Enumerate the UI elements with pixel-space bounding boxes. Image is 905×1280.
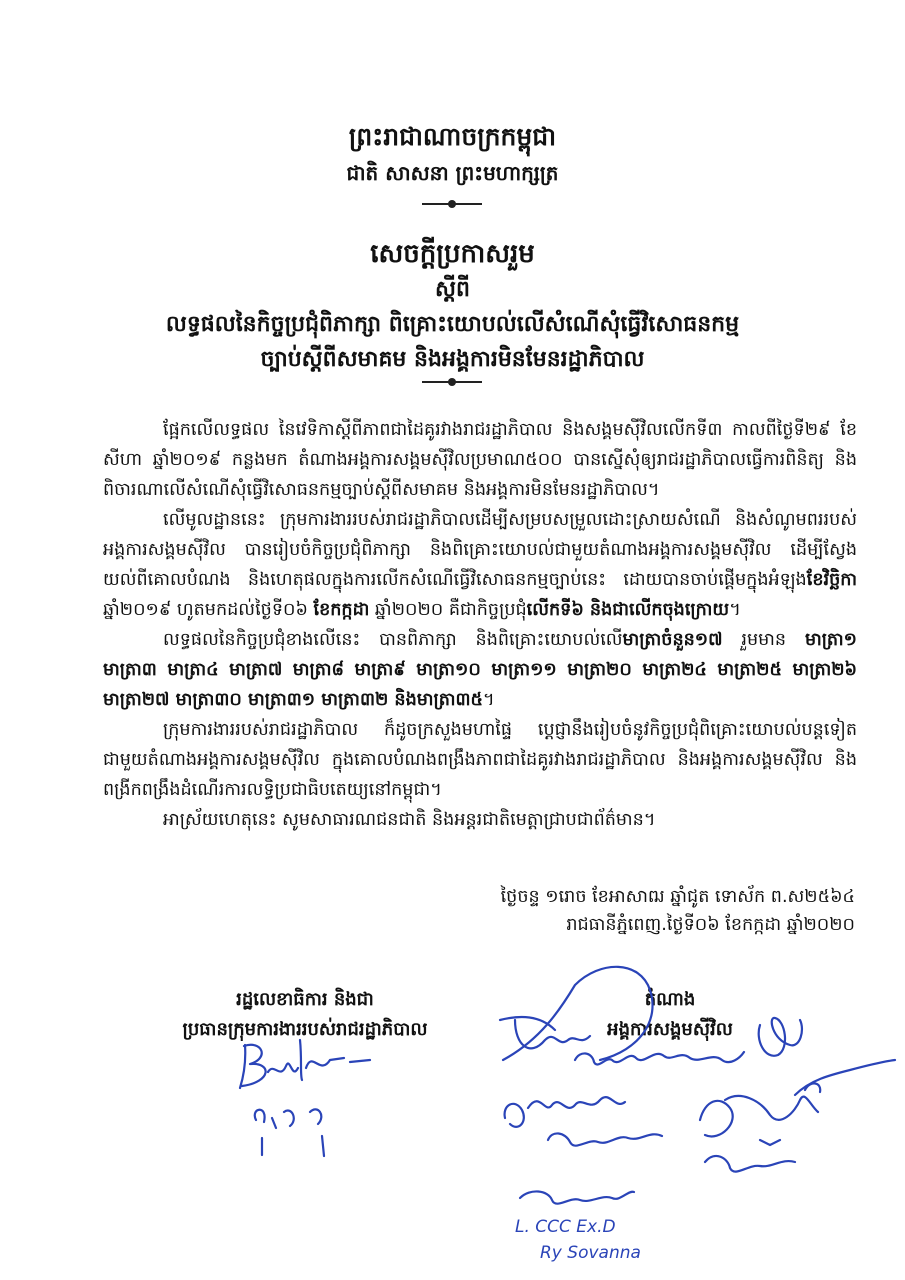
subject-line-2: ច្បាប់ស្ដីពីសមាគម និងអង្គការមិនមែនរដ្ឋាភិបាល: [260, 347, 645, 372]
cso-signature-6: [548, 1133, 662, 1145]
paragraph-5: អាស្រ័យហេតុនេះ សូមសាធារណជនជាតិ និងអន្តរជាតិមេត្តាជ្រាបជាព័ត៌មាន។: [163, 810, 656, 830]
cso-signature-8: [705, 1156, 795, 1172]
national-motto: ជាតិ សាសនា ព្រះមហាក្សត្រ: [346, 161, 559, 185]
paragraph-4: ក្រុមការងាររបស់រាជរដ្ឋាភិបាល ក៏ដូចក្រសួងមហាផ្ទៃ ប្ដេជ្ញានឹងរៀបចំនូវកិច្ចប្រជុំពិគ្រោះយោបល់បន្តទៀតជាមួយតំណាងអង្គការសង្គមស៊ីវិល ក្នុងគោលបំណងពង្រឹងភាពជាដៃគូរវាងរាជរដ្ឋាភិបាល និងអង្គការសង្គមស៊ីវិល និងពង្រីកពង្រឹងដំណើរការលទ្ធិប្រជាធិបតេយ្យនៅកម្ពុជា។: [103, 720, 857, 800]
government-signature: [240, 1040, 370, 1088]
cso-signatory: [560, 985, 780, 1045]
header-divider: [422, 203, 482, 205]
government-initials: [255, 1109, 324, 1156]
kingdom-heading: ព្រះរាជាណាចក្រកម្ពុជា: [348, 122, 557, 151]
cso-signature-2: [575, 1052, 744, 1065]
cso-signature-7: [700, 1096, 818, 1145]
paragraph-3: លទ្ធផលនៃកិច្ចប្រជុំខាងលើនេះ បានពិភាក្សា និងពិគ្រោះយោបល់លើមាត្រាចំនួន១៧ រួមមាន មាត្រា១ មាត្រា៣ មាត្រា៤ មាត្រា៧ មាត្រា៨ មាត្រា៩ មាត្រា១០ មាត្រា១១ មាត្រា២០ មាត្រា២៤ មាត្រា២៥ មាត្រា២៦ មាត្រា២៧ មាត្រា៣០ មាត្រា៣១ មាត្រា៣២ និងមាត្រា៣៥។: [103, 630, 857, 710]
title-divider: [422, 381, 482, 383]
cso-signature-4: [795, 1060, 895, 1095]
cso-signatory-title: តំណាង: [644, 989, 696, 1010]
cso-signature-5: [505, 1097, 625, 1127]
handwritten-note-2: Ry Sovanna: [540, 1243, 641, 1263]
handwritten-note-1: L. CCC Ex.D: [515, 1217, 616, 1237]
document-body: [103, 415, 857, 835]
solar-date: រាជធានីភ្នំពេញ.ថ្ងៃទី០៦ ខែកក្កដា ឆ្នាំ២០២០: [566, 915, 855, 935]
subject-line-1: លទ្ធផលនៃកិច្ចប្រជុំពិភាក្សា ពិគ្រោះយោបល់លើសំណើសុំធ្វើវិសោធនកម្ម: [165, 312, 740, 337]
government-signatory-title: រដ្ឋលេខាធិការ និងជា: [236, 989, 374, 1010]
government-signatory: [150, 985, 460, 1045]
government-signatory-role: ប្រធានក្រុមការងាររបស់រាជរដ្ឋាភិបាល: [182, 1019, 428, 1040]
document-title: សេចក្ដីប្រកាសរួម: [370, 239, 535, 269]
about-label: ស្ដីពី: [435, 277, 470, 302]
paragraph-2: លើមូលដ្ឋាននេះ ក្រុមការងាររបស់រាជរដ្ឋាភិបាលដើម្បីសម្របសម្រួលដោះស្រាយសំណើ និងសំណូមពររបស់អង្គការសង្គមស៊ីវិល បានរៀបចំកិច្ចប្រជុំពិភាក្សា និងពិគ្រោះយោបល់ជាមួយតំណាងអង្គការសង្គមស៊ីវិល ដើម្បីស្វែងយល់ពីគោលបំណង និងហេតុផលក្នុងការលើកសំណើធ្វើវិសោធនកម្មច្បាប់នេះ ដោយបានចាប់ផ្ដើមក្នុងអំឡុងខែវិច្ឆិកា ឆ្នាំ២០១៩ ហូតមកដល់ថ្ងៃទី០៦ ខែកក្កដា ឆ្នាំ២០២០ គឺជាកិច្ចប្រជុំលើកទី៦ និងជាលើកចុងក្រោយ។: [103, 510, 857, 620]
paragraph-1: ផ្អែកលើលទ្ធផល នៃវេទិកាស្ដីពីភាពជាដៃគូរវាងរាជរដ្ឋាភិបាល និងសង្គមស៊ីវិលលើកទី៣ កាលពីថ្ងៃទី២៩ ខែសីហា ឆ្នាំ២០១៩ កន្លងមក តំណាងអង្គការសង្គមស៊ីវិលប្រមាណ៥០០ បានស្នើសុំឲ្យរាជរដ្ឋាភិបាលធ្វើការពិនិត្យ និងពិចារណាលើសំណើសុំធ្វើវិសោធនកម្មច្បាប់ស្ដីពីសមាគម និងអង្គការមិនមែនរដ្ឋាភិបាល។: [103, 420, 857, 500]
lunar-date: ថ្ងៃចន្ទ ១រោច ខែអាសាឍ ឆ្នាំជូត ទោស័ក ព.ស២៥៦៤: [500, 887, 855, 907]
cso-signatory-role: អង្គការសង្គមស៊ីវិល: [607, 1019, 733, 1040]
cso-signature-9: [520, 1191, 634, 1203]
